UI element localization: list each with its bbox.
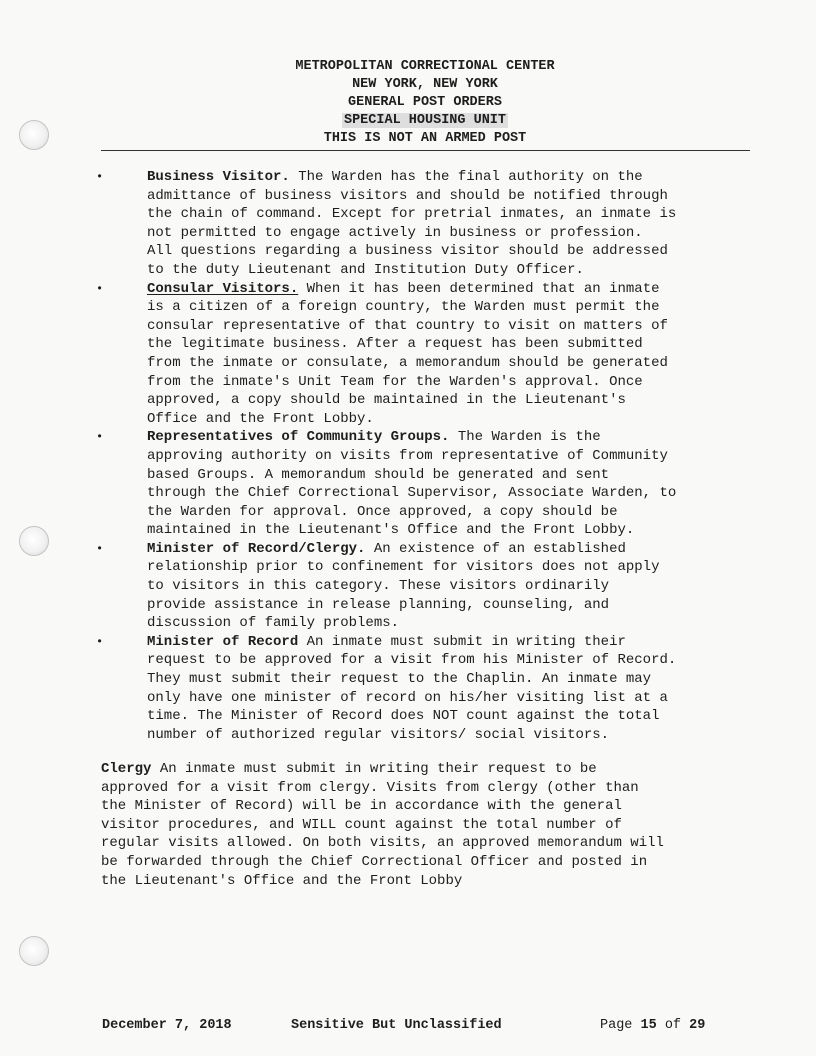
list-item-text: An inmate must submit in writing their request to be approved for a visit from his Minister of Record. They must submit their request to the Chaplin. An inmate may only have one minister of record on his/her visiting list at a time. The Minister of Record does NOT count against the total number of authorized regular visitors/ social visitors. — [147, 633, 677, 743]
list-item-text: The Warden has the final authority on the admittance of business visitors and should be notified through the chain of command. Except for pretrial inmates, an inmate is not permitted to engage actively in business or profession. All questions regarding a business visitor should be addressed to the duty Lieutenant and Institution Duty Officer. — [147, 169, 677, 278]
list-item-minister-clergy — [96, 540, 760, 633]
list-item-minister-of-record — [96, 633, 760, 745]
list-item-business-visitor — [96, 168, 760, 280]
list-item-body — [147, 280, 760, 429]
bullet-icon: • — [96, 170, 104, 184]
list-item-text: When it has been determined that an inmate is a citizen of a foreign country, the Warden must permit the consular representative of that country to visit on matters of the legitimate business. After a request has been submitted from the inmate or consulate, a memorandum should be generated from the inmate's Unit Team for the Warden's approval. Once approved, a copy should be maintained in the Lieutenant's Office and the Front Lobby. — [147, 280, 668, 427]
list-item-text: The Warden is the approving authority on visits from representative of Community based Groups. A memorandum should be generated and sent through the Chief Correctional Supervisor, Associate Warden, to the Warden for approval. Once approved, a copy should be maintained in the Lieutenant's Office and the Front Lobby. — [147, 429, 677, 539]
visitor-category-list — [96, 168, 760, 744]
document-header — [100, 58, 750, 148]
list-item-title: Consular Visitors. — [147, 280, 299, 297]
header-institution: METROPOLITAN CORRECTIONAL CENTER — [295, 59, 555, 74]
clergy-text: An inmate must submit in writing their request to be approved for a visit from clergy. Visits from clergy (other than the Minister of Record) will be in accordance with the general visitor procedures, and WILL count against the total number of regular visits allowed. On both visits, an approved memorandum will be forwarded through the Chief Correctional Officer and posted in the Lieutenant's Office and the Front Lobby — [101, 761, 664, 889]
footer-date: December 7, 2018 — [102, 1018, 232, 1033]
page-prefix: Page — [600, 1018, 641, 1033]
binder-hole — [19, 120, 49, 150]
header-unit: SPECIAL HOUSING UNIT — [343, 113, 507, 128]
clergy-paragraph — [101, 760, 765, 890]
list-item-title: Representatives of Community Groups. — [147, 429, 450, 446]
list-item-title: Business Visitor. — [147, 169, 290, 185]
header-document-type: GENERAL POST ORDERS — [348, 95, 502, 110]
list-item-community-groups — [96, 428, 760, 540]
list-item-body — [147, 168, 760, 280]
list-item-title: Minister of Record — [147, 633, 299, 650]
binder-hole — [19, 526, 49, 556]
page-current: 15 — [640, 1018, 657, 1033]
list-item-text: An existence of an established relationship prior to confinement for visitors does not apply to visitors in this category. These visitors ordinarily provide assistance in release planning, counseling, and discussion of family problems. — [147, 540, 660, 632]
binder-hole — [19, 936, 49, 966]
footer-page-number — [600, 1017, 705, 1035]
page-total: 29 — [689, 1018, 706, 1033]
list-item-body — [147, 540, 760, 633]
header-post-status: THIS IS NOT AN ARMED POST — [323, 131, 527, 146]
list-item-body — [147, 633, 760, 745]
page-separator: of — [656, 1018, 690, 1033]
list-item-title: Minister of Record/Clergy. — [147, 540, 366, 557]
list-item-body — [147, 428, 760, 540]
bullet-icon: • — [96, 281, 104, 296]
bullet-icon: • — [96, 634, 104, 649]
bullet-icon: • — [96, 430, 104, 445]
header-location: NEW YORK, NEW YORK — [352, 77, 498, 92]
footer-classification: Sensitive But Unclassified — [291, 1018, 502, 1033]
clergy-title: Clergy — [101, 761, 152, 777]
bullet-icon: • — [96, 541, 104, 556]
header-divider — [101, 150, 750, 151]
list-item-consular-visitors — [96, 280, 760, 429]
